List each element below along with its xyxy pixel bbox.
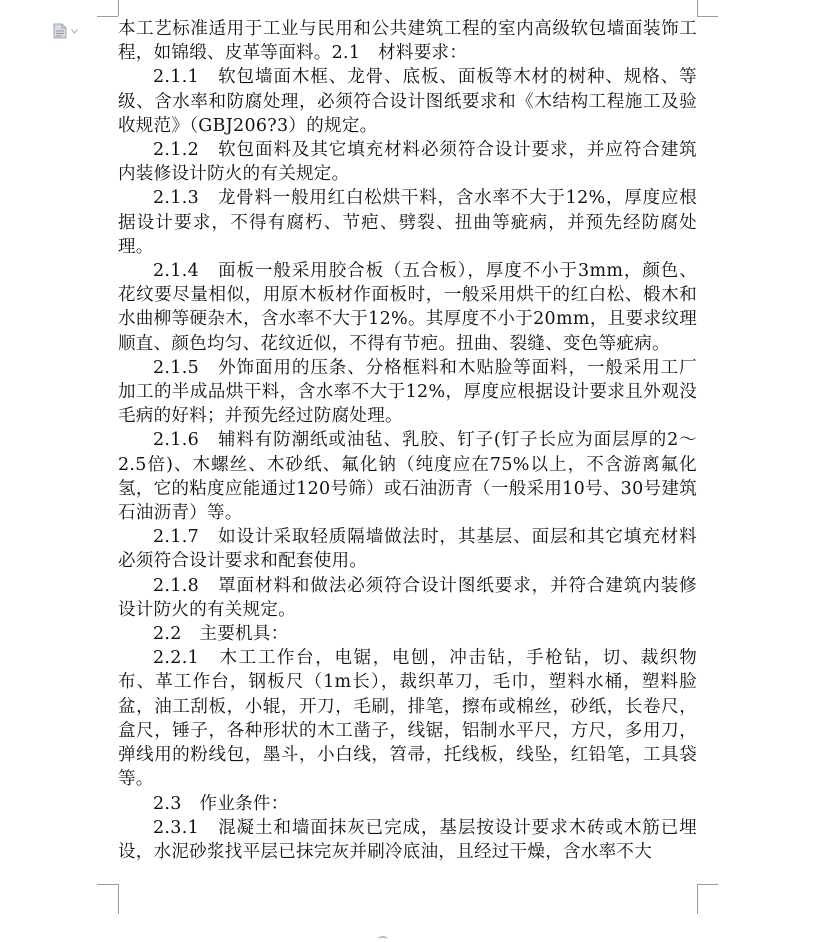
section-heading: 2.2 主要机具：	[153, 624, 289, 645]
crop-mark-bottom-left	[118, 884, 119, 914]
paragraph: 2.1.7 如设计采取轻质隔墙做法时，其基层、面层和其它填充材料必须符合设计要求和配套使用。	[118, 527, 697, 572]
section-heading: 2.3 作业条件：	[153, 793, 289, 814]
crop-mark-bottom-left	[97, 884, 118, 885]
crop-mark-top-right	[697, 16, 718, 17]
paragraph: 2.3.1 混凝土和墙面抹灰已完成，基层按设计要求木砖或木筋已埋设，水泥砂浆找平层已抹完灰并刷冷底油，且经过干燥，含水率不大	[118, 817, 697, 862]
paragraph-nav-button[interactable]	[53, 23, 83, 39]
crop-mark-top-left	[118, 0, 119, 16]
crop-mark-bottom-right	[697, 884, 698, 914]
page-break-marker	[378, 936, 388, 942]
paragraph: 2.1.5 外饰面用的压条、分格框料和木贴脸等面料，一般采用工厂加工的半成品烘干料，含水率不大于12%，厚度应根据设计要求且外观没毛病的好料；并预先经过防腐处理。	[118, 357, 697, 427]
crop-mark-top-right	[697, 0, 698, 16]
chevron-down-icon	[71, 29, 78, 34]
document-body[interactable]	[118, 17, 697, 864]
document-icon	[53, 23, 67, 39]
crop-mark-top-left	[97, 16, 118, 17]
crop-mark-bottom-right	[697, 884, 718, 885]
paragraph: 2.1.1 软包墙面木框、龙骨、底板、面板等木材的树种、规格、等级、含水率和防腐处理，必须符合设计图纸要求和《木结构工程施工及验收规范》（GBJ206?3）的规定。	[118, 67, 697, 136]
paragraph: 2.1.3 龙骨料一般用红白松烘干料，含水率不大于12%，厚度应根据设计要求，不得有腐朽、节疤、劈裂、扭曲等疵病，并预先经防腐处理。	[118, 188, 697, 257]
paragraph: 本工艺标准适用于工业与民用和公共建筑工程的室内高级软包墙面装饰工程，如锦缎、皮革等面料。2.1 材料要求：	[118, 19, 697, 64]
paragraph: 2.1.8 罩面材料和做法必须符合设计图纸要求，并符合建筑内装修设计防火的有关规定。	[118, 575, 697, 620]
paragraph: 2.2.1 木工工作台，电锯，电刨，冲击钻，手枪钻，切、裁织物布、革工作台，钢板尺（1m长），裁织革刀，毛巾，塑料水桶，塑料脸盆，油工刮板，小辊，开刀，毛刷，排笔，擦布或棉丝，砂纸，长卷尺，盒尺，锤子，各种形状的木工凿子，线锯，铝制水平尺，方尺，多用刀，弹线用的粉线包，墨斗，小白线，笤帚，托线板，线坠，红铅笔，工具袋等。	[118, 648, 697, 790]
paragraph: 2.1.2 软包面料及其它填充材料必须符合设计要求，并应符合建筑内装修设计防火的有关规定。	[118, 140, 697, 185]
paragraph: 2.1.4 面板一般采用胶合板（五合板），厚度不小于3mm，颜色、花纹要尽量相似，用原木板材作面板时，一般采用烘干的红白松、椴木和水曲柳等硬杂木，含水率不大于12%。其厚度不小于20mm，且要求纹理顺直、颜色均匀、花纹近似，不得有节疤。扭曲、裂缝、变色等疵病。	[118, 261, 697, 354]
paragraph: 2.1.6 辅料有防潮纸或油毡、乳胶、钉子(钉子长应为面层厚的2～2.5倍)、木螺丝、木砂纸、氟化钠（纯度应在75%以上，不含游离氟化氢，它的粘度应能通过120号筛）或石油沥青（一般采用10号、30号建筑石油沥青）等。	[118, 430, 697, 524]
